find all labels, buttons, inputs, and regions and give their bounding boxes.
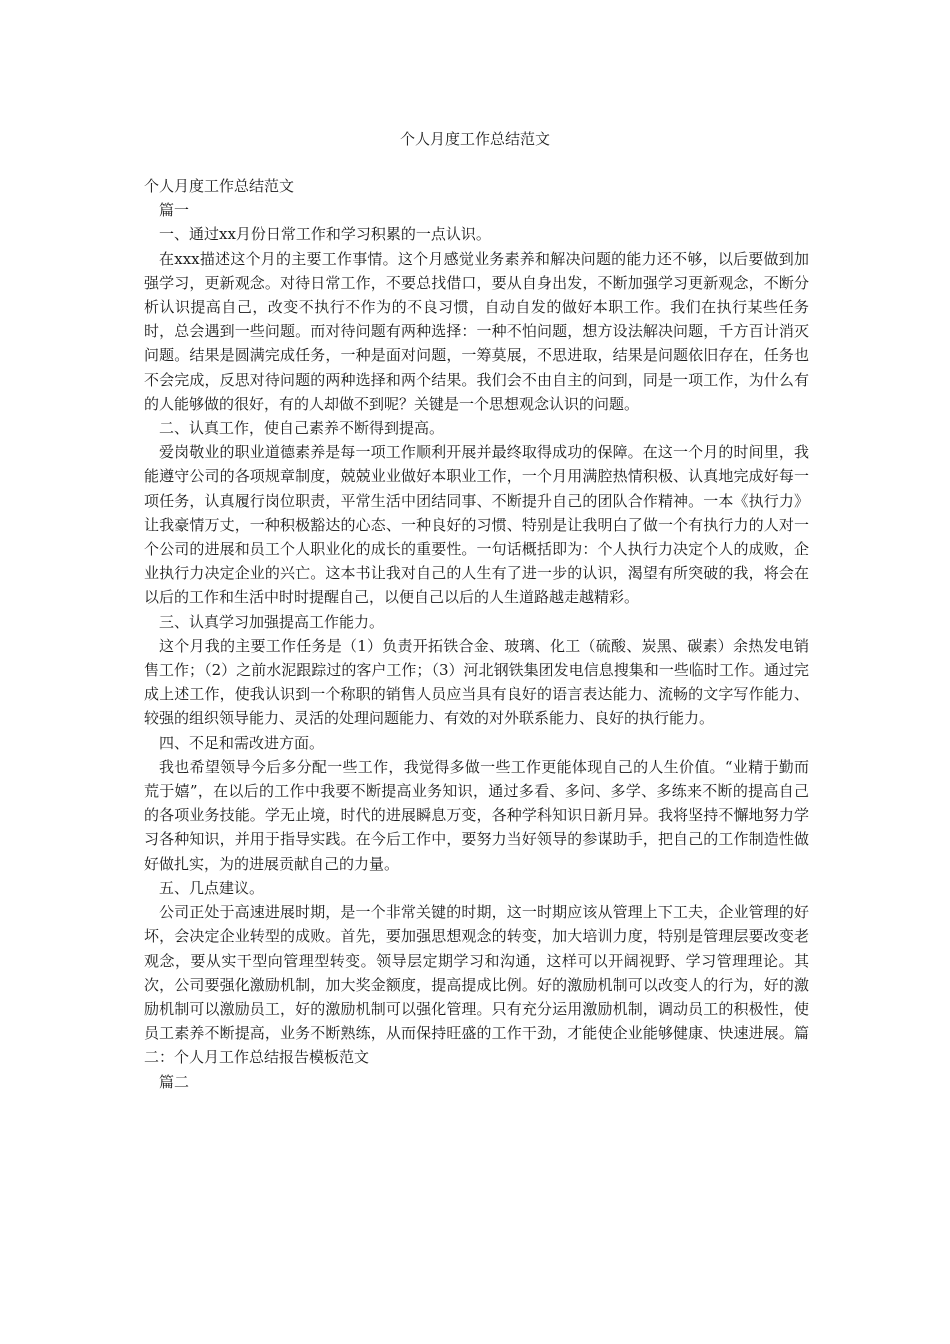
section-paragraph-2: 爱岗敬业的职业道德素养是每一项工作顺利开展并最终取得成功的保障。在这一个月的时间里，我能遵守公司的各项规章制度，兢兢业业做好本职业工作，一个月用满腔热情积极、认真地完成好每一项任务，认真履行岗位职责，平常生活中团结同事、不断提升自己的团队合作精神。一本《执行力》让我豪情万丈，一种积极豁达的心态、一种良好的习惯、特别是让我明白了做一个有执行力的人对一个公司的进展和员工个人职业化的成长的重要性。一句话概括即为：个人执行力决定个人的成败，企业执行力决定企业的兴亡。这本书让我对自己的人生有了进一步的认识，渴望有所突破的我，将会在以后的工作和生活中时时提醒自己，以便自己以后的人生道路越走越精彩。 <box>144 443 809 607</box>
section-paragraph-3: 这个月我的主要工作任务是（1）负责开拓铁合金、玻璃、化工（硫酸、炭黑、碳素）余热发电销售工作；（2）之前水泥跟踪过的客户工作；（3）河北钢铁集团发电信息搜集和一些临时工作。通过完成上述工作，使我认识到一个称职的销售人员应当具有良好的语言表达能力、流畅的文字写作能力、较强的组织领导能力、灵活的处理问题能力、有效的对外联系能力、良好的执行能力。 <box>144 636 809 728</box>
part-label-2: 篇二 <box>159 1072 190 1091</box>
document-body <box>144 174 809 1094</box>
section-heading-3: 三、认真学习加强提高工作能力。 <box>159 612 385 631</box>
section-paragraph-4: 我也希望领导今后多分配一些工作，我觉得多做一些工作更能体现自己的人生价值。“业精于勤而荒于嬉”，在以后的工作中我要不断提高业务知识，通过多看、多问、多学、多练来不断的提高自己的各项业务技能。学无止境，时代的进展瞬息万变，各种学科知识日新月异。我将坚持不懈地努力学习各种知识，并用于指导实践。在今后工作中，要努力当好领导的参谋助手，把自己的工作制造性做好做扎实，为的进展贡献自己的力量。 <box>144 757 809 873</box>
document-subtitle: 个人月度工作总结范文 <box>144 177 295 195</box>
section-heading-1: 一、通过xx月份日常工作和学习积累的一点认识。 <box>159 225 491 244</box>
part-label-1: 篇一 <box>159 201 190 220</box>
section-paragraph-1: 在xxx描述这个月的主要工作事情。这个月感觉业务素养和解决问题的能力还不够，以后要做到加强学习，更新观念。对待日常工作，不要总找借口，要从自身出发，不断加强学习更新观念，不断分析认识提高自己，改变不执行不作为的不良习惯，自动自发的做好本职工作。我们在执行某些任务时，总会遇到一些问题。而对待问题有两种选择：一种不怕问题，想方设法解决问题，千方百计消灭问题。结果是圆满完成任务，一种是面对问题，一筹莫展，不思进取，结果是问题依旧存在，任务也不会完成，反思对待问题的两种选择和两个结果。我们会不由自主的问到，同是一项工作，为什么有的人能够做的很好，有的人却做不到呢？关键是一个思想观念认识的问题。 <box>144 249 809 413</box>
section-heading-5: 五、几点建议。 <box>159 878 265 897</box>
section-heading-4: 四、不足和需改进方面。 <box>159 733 325 752</box>
section-heading-2: 二、认真工作，使自己素养不断得到提高。 <box>159 419 445 438</box>
section-paragraph-5: 公司正处于高速进展时期，是一个非常关键的时期，这一时期应该从管理上下工夫，企业管理的好坏，会决定企业转型的成败。首先，要加强思想观念的转变，加大培训力度，特别是管理层要改变老观念，要从实干型向管理型转变。领导层定期学习和沟通，这样可以开阔视野、学习管理理论。其次，公司要强化激励机制，加大奖金额度，提高提成比例。好的激励机制可以改变人的行为，好的激励机制可以激励员工，好的激励机制可以强化管理。只有充分运用激励机制，调动员工的积极性，使员工素养不断提高，业务不断熟练，从而保持旺盛的工作干劲，才能使企业能够健康、快速进展。篇二：个人月工作总结报告模板范文 <box>144 903 809 1067</box>
document-title: 个人月度工作总结范文 <box>399 130 550 148</box>
